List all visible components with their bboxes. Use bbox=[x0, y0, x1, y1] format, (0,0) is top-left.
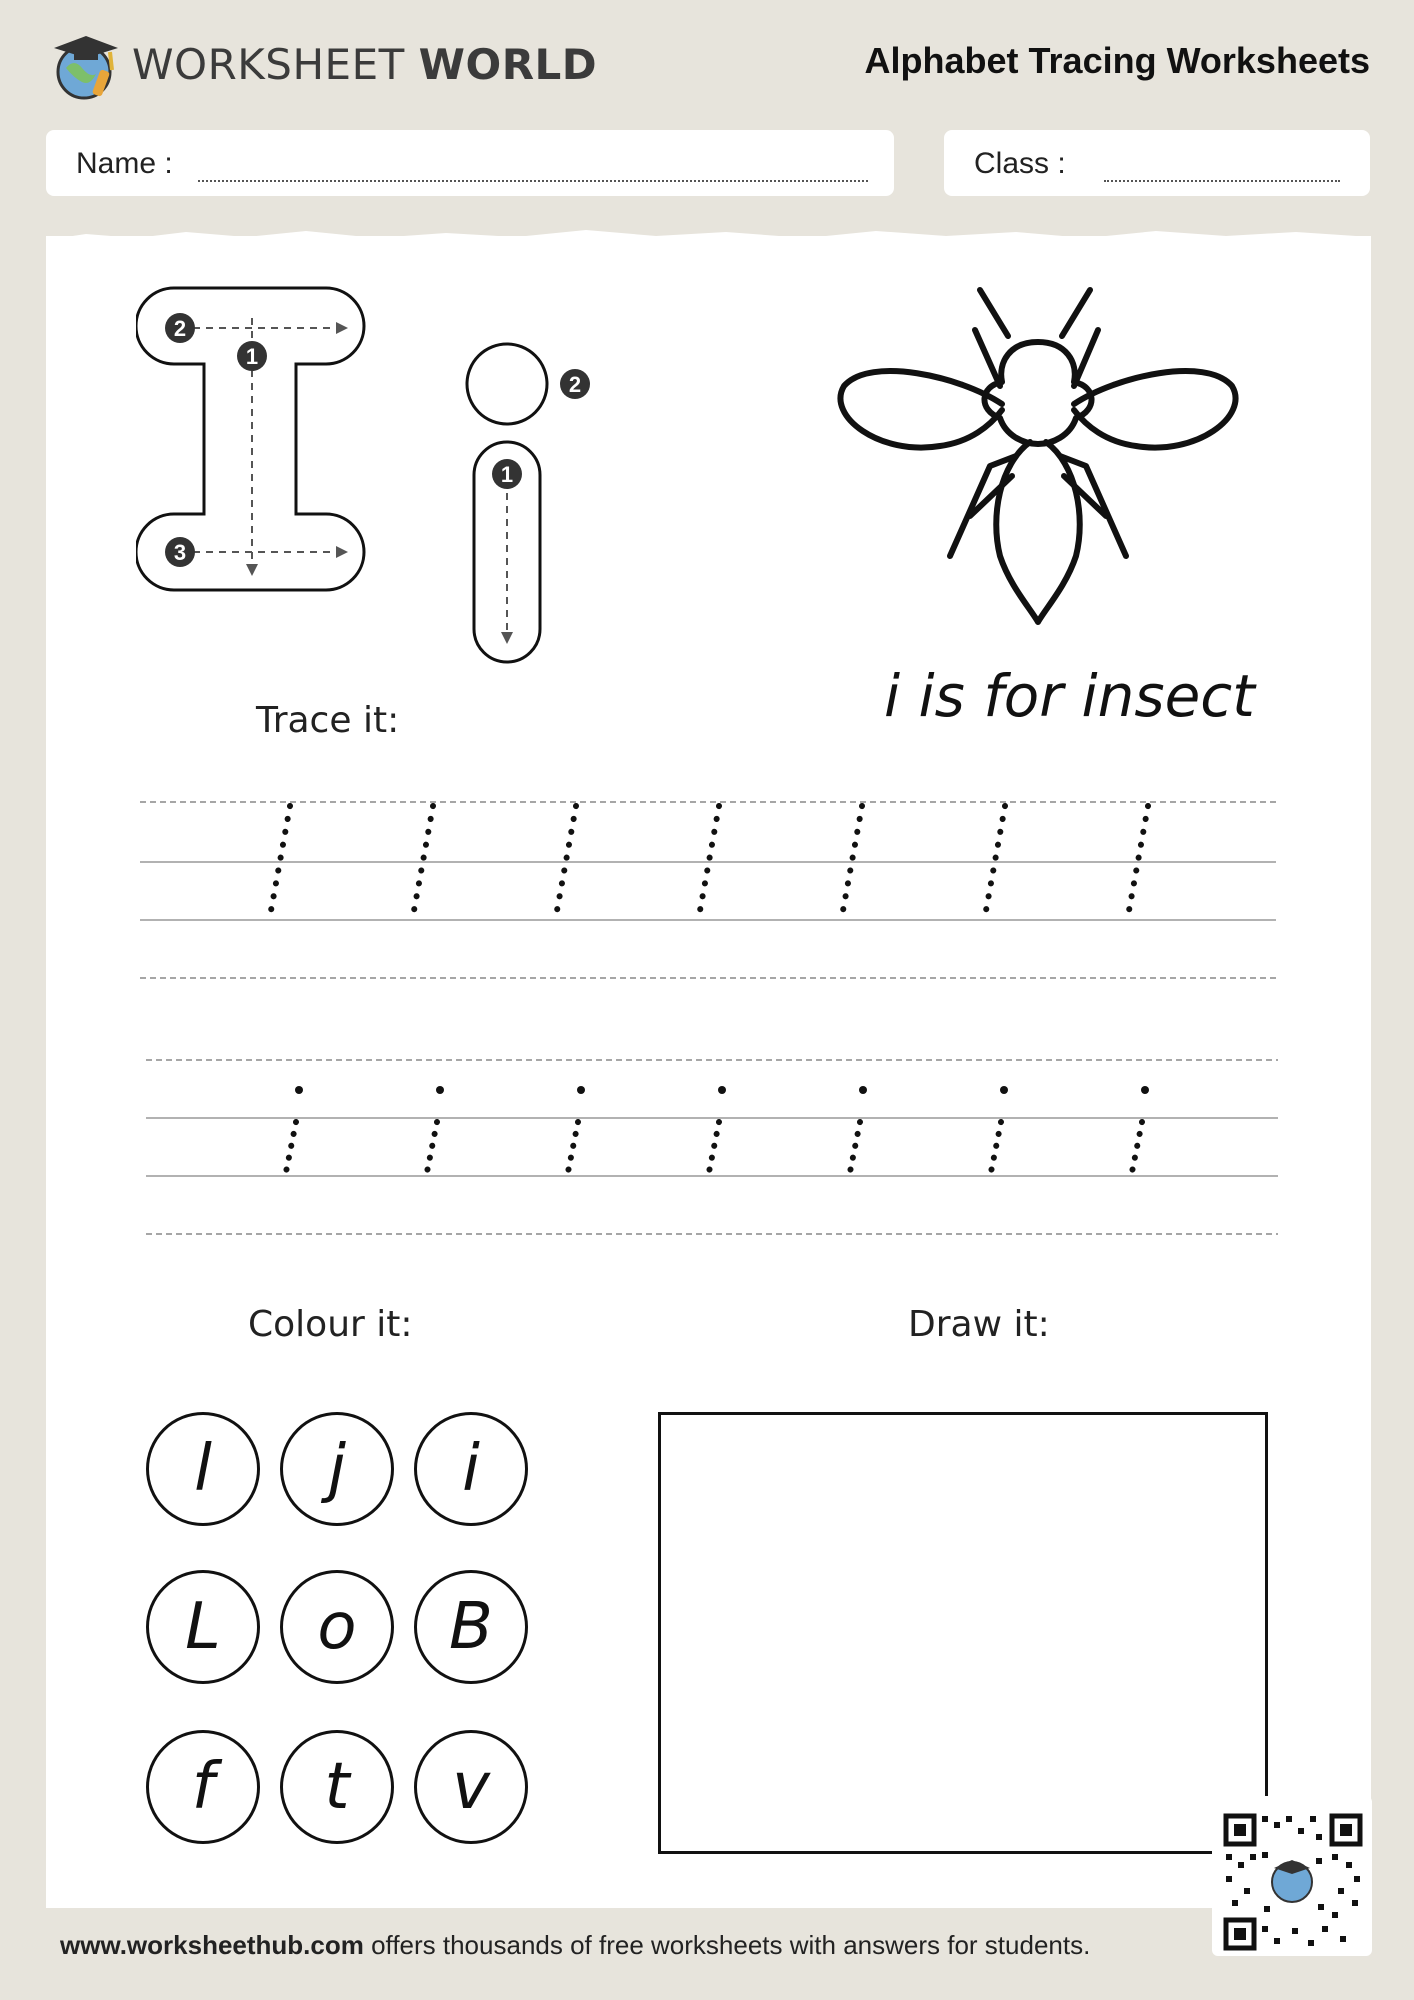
trace-dot bbox=[859, 1086, 867, 1094]
trace-dot bbox=[1141, 1086, 1149, 1094]
trace-letter-upper[interactable] bbox=[985, 806, 1005, 916]
trace-letter-lower[interactable] bbox=[850, 1122, 860, 1172]
trace-row-uppercase[interactable] bbox=[140, 794, 1276, 984]
trace-letter-upper[interactable] bbox=[699, 806, 719, 916]
stroke-number-1: 1 bbox=[245, 344, 259, 369]
name-field-line[interactable] bbox=[198, 180, 868, 182]
brand-logo bbox=[48, 26, 597, 102]
uppercase-letter-guide bbox=[136, 286, 368, 666]
trace-letter-lower[interactable] bbox=[286, 1122, 296, 1172]
trace-dot bbox=[436, 1086, 444, 1094]
trace-letter-lower[interactable] bbox=[991, 1122, 1001, 1172]
stem-stroke-number-1: 1 bbox=[500, 462, 514, 487]
trace-letter-lower[interactable] bbox=[709, 1122, 719, 1172]
insect-illustration bbox=[830, 286, 1250, 636]
name-label: Name : bbox=[76, 147, 173, 180]
worksheet-title: Alphabet Tracing Worksheets bbox=[864, 40, 1370, 81]
lowercase-letter-guide bbox=[460, 340, 600, 670]
qr-code-icon bbox=[1212, 1796, 1372, 1956]
trace-letter-upper[interactable] bbox=[413, 806, 433, 916]
stroke-number-3: 3 bbox=[173, 540, 187, 565]
colour-circle[interactable]: B bbox=[414, 1570, 528, 1684]
trace-letter-upper[interactable] bbox=[1128, 806, 1148, 916]
insect-caption: i is for insect bbox=[884, 662, 1255, 730]
footer-description: offers thousands of free worksheets with answers for students. bbox=[363, 1930, 1091, 1960]
trace-dot bbox=[718, 1086, 726, 1094]
footer-site-link[interactable]: www.worksheethub.com bbox=[60, 1930, 364, 1960]
draw-it-label: Draw it: bbox=[908, 1304, 1050, 1345]
trace-letter-upper[interactable] bbox=[842, 806, 862, 916]
brand-name bbox=[132, 40, 597, 89]
trace-letter-lower[interactable] bbox=[568, 1122, 578, 1172]
class-label: Class : bbox=[974, 147, 1066, 180]
trace-row-lowercase[interactable] bbox=[146, 1052, 1278, 1242]
colour-circle[interactable]: v bbox=[414, 1730, 528, 1844]
colour-circle[interactable]: t bbox=[280, 1730, 394, 1844]
colour-circle[interactable]: f bbox=[146, 1730, 260, 1844]
trace-dot bbox=[1000, 1086, 1008, 1094]
name-field-box[interactable] bbox=[46, 130, 894, 196]
colour-circle[interactable]: o bbox=[280, 1570, 394, 1684]
trace-dot bbox=[295, 1086, 303, 1094]
footer-text bbox=[60, 1930, 1090, 1961]
trace-letter-upper[interactable] bbox=[270, 806, 290, 916]
trace-it-label: Trace it: bbox=[256, 700, 400, 741]
trace-letter-lower[interactable] bbox=[427, 1122, 437, 1172]
header bbox=[0, 0, 1414, 130]
trace-letter-upper[interactable] bbox=[556, 806, 576, 916]
stroke-number-2: 2 bbox=[173, 316, 187, 341]
drawing-area[interactable] bbox=[658, 1412, 1268, 1854]
globe-mascot-icon bbox=[48, 26, 124, 102]
brand-name-light: WORKSHEET bbox=[132, 39, 405, 89]
dot-stroke-number-2: 2 bbox=[568, 372, 582, 397]
colour-circle[interactable]: L bbox=[146, 1570, 260, 1684]
trace-letter-lower[interactable] bbox=[1132, 1122, 1142, 1172]
colour-circle[interactable]: l bbox=[146, 1412, 260, 1526]
class-field-box[interactable] bbox=[944, 130, 1370, 196]
colour-it-label: Colour it: bbox=[248, 1304, 413, 1345]
class-field-line[interactable] bbox=[1104, 180, 1340, 182]
colour-circle[interactable]: j bbox=[280, 1412, 394, 1526]
qr-code bbox=[1212, 1796, 1372, 1956]
brand-name-bold: WORLD bbox=[418, 39, 598, 89]
trace-dot bbox=[577, 1086, 585, 1094]
colour-circle[interactable]: i bbox=[414, 1412, 528, 1526]
